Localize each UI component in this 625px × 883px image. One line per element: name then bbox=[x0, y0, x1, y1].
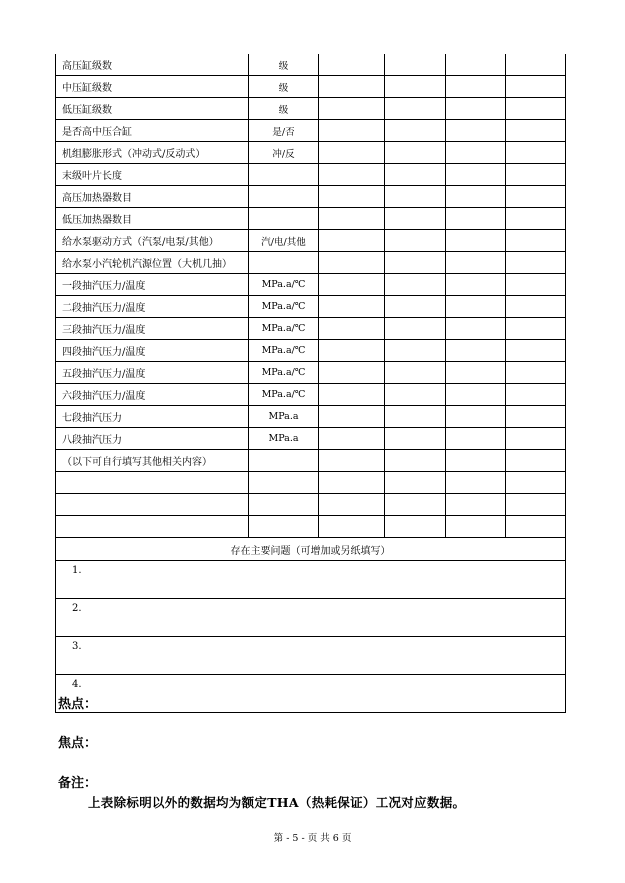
value-cell[interactable] bbox=[506, 142, 566, 164]
value-cell[interactable] bbox=[319, 76, 385, 98]
table-row bbox=[56, 340, 566, 362]
table-row bbox=[56, 450, 566, 472]
row-label bbox=[56, 516, 249, 538]
value-cell[interactable] bbox=[319, 274, 385, 296]
row-unit: MPa.a/℃ bbox=[249, 362, 319, 384]
value-cell[interactable] bbox=[506, 296, 566, 318]
value-cell[interactable] bbox=[319, 252, 385, 274]
value-cell[interactable] bbox=[506, 516, 566, 538]
row-label: 低压缸级数 bbox=[56, 98, 249, 120]
value-cell[interactable] bbox=[506, 76, 566, 98]
value-cell[interactable] bbox=[385, 98, 446, 120]
value-cell[interactable] bbox=[319, 54, 385, 76]
row-label: 一段抽汽压力/温度 bbox=[56, 274, 249, 296]
value-cell[interactable] bbox=[319, 406, 385, 428]
row-unit bbox=[249, 186, 319, 208]
value-cell[interactable] bbox=[319, 186, 385, 208]
value-cell[interactable] bbox=[506, 54, 566, 76]
value-cell[interactable] bbox=[385, 340, 446, 362]
row-unit: MPa.a/℃ bbox=[249, 274, 319, 296]
value-cell[interactable] bbox=[319, 516, 385, 538]
value-cell[interactable] bbox=[385, 164, 446, 186]
value-cell[interactable] bbox=[446, 142, 506, 164]
row-label: 三段抽汽压力/温度 bbox=[56, 318, 249, 340]
issues-header-row bbox=[56, 538, 566, 561]
value-cell[interactable] bbox=[506, 230, 566, 252]
table-row bbox=[56, 472, 566, 494]
value-cell[interactable] bbox=[446, 362, 506, 384]
value-cell[interactable] bbox=[506, 98, 566, 120]
row-label: 高压加热器数目 bbox=[56, 186, 249, 208]
table-row bbox=[56, 494, 566, 516]
row-label: 二段抽汽压力/温度 bbox=[56, 296, 249, 318]
value-cell[interactable] bbox=[506, 362, 566, 384]
row-label: 六段抽汽压力/温度 bbox=[56, 384, 249, 406]
value-cell[interactable] bbox=[446, 406, 506, 428]
value-cell[interactable] bbox=[385, 428, 446, 450]
value-cell[interactable] bbox=[385, 252, 446, 274]
row-unit: 冲/反 bbox=[249, 142, 319, 164]
row-label: 四段抽汽压力/温度 bbox=[56, 340, 249, 362]
value-cell[interactable] bbox=[385, 450, 446, 472]
parameter-table bbox=[55, 54, 566, 713]
table-row bbox=[56, 516, 566, 538]
row-unit bbox=[249, 472, 319, 494]
value-cell[interactable] bbox=[446, 516, 506, 538]
value-cell[interactable] bbox=[385, 142, 446, 164]
value-cell[interactable] bbox=[506, 384, 566, 406]
value-cell[interactable] bbox=[446, 76, 506, 98]
value-cell[interactable] bbox=[385, 318, 446, 340]
issue-item[interactable]: 3. bbox=[56, 637, 566, 675]
value-cell[interactable] bbox=[446, 494, 506, 516]
value-cell[interactable] bbox=[506, 472, 566, 494]
value-cell[interactable] bbox=[385, 494, 446, 516]
row-unit: MPa.a/℃ bbox=[249, 340, 319, 362]
value-cell[interactable] bbox=[319, 208, 385, 230]
value-cell[interactable] bbox=[385, 516, 446, 538]
table-row bbox=[56, 318, 566, 340]
row-label: 七段抽汽压力 bbox=[56, 406, 249, 428]
value-cell[interactable] bbox=[319, 450, 385, 472]
row-unit: MPa.a/℃ bbox=[249, 296, 319, 318]
row-label: 高压缸级数 bbox=[56, 54, 249, 76]
table-row bbox=[56, 164, 566, 186]
value-cell[interactable] bbox=[506, 340, 566, 362]
table-row bbox=[56, 252, 566, 274]
value-cell[interactable] bbox=[446, 54, 506, 76]
value-cell[interactable] bbox=[446, 274, 506, 296]
value-cell[interactable] bbox=[385, 186, 446, 208]
issue-item[interactable]: 1. bbox=[56, 561, 566, 599]
value-cell[interactable] bbox=[385, 76, 446, 98]
value-cell[interactable] bbox=[319, 428, 385, 450]
table-row bbox=[56, 296, 566, 318]
value-cell[interactable] bbox=[446, 428, 506, 450]
issues-heading: 存在主要问题（可增加或另纸填写） bbox=[56, 538, 566, 561]
value-cell[interactable] bbox=[506, 186, 566, 208]
value-cell[interactable] bbox=[446, 120, 506, 142]
table-row bbox=[56, 98, 566, 120]
value-cell[interactable] bbox=[385, 120, 446, 142]
focus-label: 焦点： bbox=[58, 736, 98, 751]
row-label: 中压缸级数 bbox=[56, 76, 249, 98]
table-row bbox=[56, 230, 566, 252]
value-cell[interactable] bbox=[506, 450, 566, 472]
table-row bbox=[56, 54, 566, 76]
value-cell[interactable] bbox=[446, 208, 506, 230]
value-cell[interactable] bbox=[506, 164, 566, 186]
row-unit bbox=[249, 450, 319, 472]
value-cell[interactable] bbox=[319, 142, 385, 164]
row-unit: 级 bbox=[249, 76, 319, 98]
row-label bbox=[56, 472, 249, 494]
value-cell[interactable] bbox=[506, 120, 566, 142]
row-unit: MPa.a bbox=[249, 406, 319, 428]
row-unit: MPa.a bbox=[249, 428, 319, 450]
value-cell[interactable] bbox=[319, 120, 385, 142]
value-cell[interactable] bbox=[319, 340, 385, 362]
issue-item[interactable]: 2. bbox=[56, 599, 566, 637]
issue-row bbox=[56, 561, 566, 599]
value-cell[interactable] bbox=[319, 472, 385, 494]
value-cell[interactable] bbox=[319, 164, 385, 186]
issue-row bbox=[56, 599, 566, 637]
value-cell[interactable] bbox=[446, 472, 506, 494]
value-cell[interactable] bbox=[319, 318, 385, 340]
table-row bbox=[56, 76, 566, 98]
table-row bbox=[56, 274, 566, 296]
value-cell[interactable] bbox=[385, 406, 446, 428]
value-cell[interactable] bbox=[319, 362, 385, 384]
issue-item[interactable]: 4. bbox=[56, 675, 566, 713]
value-cell[interactable] bbox=[446, 296, 506, 318]
row-unit bbox=[249, 516, 319, 538]
value-cell[interactable] bbox=[319, 296, 385, 318]
row-label: （以下可自行填写其他相关内容） bbox=[56, 450, 249, 472]
table-row bbox=[56, 186, 566, 208]
value-cell[interactable] bbox=[506, 406, 566, 428]
row-unit: 汽/电/其他 bbox=[249, 230, 319, 252]
table-row bbox=[56, 362, 566, 384]
value-cell[interactable] bbox=[446, 384, 506, 406]
row-unit bbox=[249, 164, 319, 186]
value-cell[interactable] bbox=[319, 494, 385, 516]
row-unit: 级 bbox=[249, 98, 319, 120]
value-cell[interactable] bbox=[506, 428, 566, 450]
row-label bbox=[56, 494, 249, 516]
table-row bbox=[56, 406, 566, 428]
row-unit: MPa.a/℃ bbox=[249, 384, 319, 406]
value-cell[interactable] bbox=[319, 230, 385, 252]
value-cell[interactable] bbox=[446, 318, 506, 340]
remark-label: 备注： bbox=[58, 776, 98, 791]
issue-row bbox=[56, 675, 566, 713]
value-cell[interactable] bbox=[446, 98, 506, 120]
value-cell[interactable] bbox=[506, 318, 566, 340]
value-cell[interactable] bbox=[385, 296, 446, 318]
row-unit bbox=[249, 208, 319, 230]
table-row bbox=[56, 384, 566, 406]
table-row bbox=[56, 208, 566, 230]
row-label: 是否高中压合缸 bbox=[56, 120, 249, 142]
value-cell[interactable] bbox=[385, 384, 446, 406]
value-cell[interactable] bbox=[506, 208, 566, 230]
value-cell[interactable] bbox=[446, 252, 506, 274]
value-cell[interactable] bbox=[319, 384, 385, 406]
row-label: 给水泵驱动方式（汽泵/电泵/其他） bbox=[56, 230, 249, 252]
value-cell[interactable] bbox=[385, 230, 446, 252]
remark-text: 上表除标明以外的数据均为额定THA（热耗保证）工况对应数据。 bbox=[88, 795, 466, 810]
table-row bbox=[56, 142, 566, 164]
row-label: 机组膨胀形式（冲动式/反动式） bbox=[56, 142, 249, 164]
value-cell[interactable] bbox=[385, 274, 446, 296]
row-unit bbox=[249, 252, 319, 274]
value-cell[interactable] bbox=[446, 340, 506, 362]
table-row bbox=[56, 120, 566, 142]
value-cell[interactable] bbox=[506, 494, 566, 516]
value-cell[interactable] bbox=[506, 274, 566, 296]
value-cell[interactable] bbox=[385, 472, 446, 494]
value-cell[interactable] bbox=[385, 208, 446, 230]
value-cell[interactable] bbox=[446, 450, 506, 472]
row-label: 低压加热器数目 bbox=[56, 208, 249, 230]
row-unit: 是/否 bbox=[249, 120, 319, 142]
row-label: 末级叶片长度 bbox=[56, 164, 249, 186]
table-row bbox=[56, 428, 566, 450]
row-label: 五段抽汽压力/温度 bbox=[56, 362, 249, 384]
issue-row bbox=[56, 637, 566, 675]
page-footer: 第 - 5 - 页 共 6 页 bbox=[273, 833, 352, 844]
row-unit bbox=[249, 494, 319, 516]
value-cell[interactable] bbox=[446, 164, 506, 186]
value-cell[interactable] bbox=[385, 362, 446, 384]
value-cell[interactable] bbox=[506, 252, 566, 274]
value-cell[interactable] bbox=[319, 98, 385, 120]
row-unit: MPa.a/℃ bbox=[249, 318, 319, 340]
value-cell[interactable] bbox=[385, 54, 446, 76]
value-cell[interactable] bbox=[446, 230, 506, 252]
row-label: 八段抽汽压力 bbox=[56, 428, 249, 450]
row-unit: 级 bbox=[249, 54, 319, 76]
value-cell[interactable] bbox=[446, 186, 506, 208]
row-label: 给水泵小汽轮机汽源位置（大机几抽） bbox=[56, 252, 249, 274]
hotspot-label: 热点： bbox=[58, 697, 98, 712]
